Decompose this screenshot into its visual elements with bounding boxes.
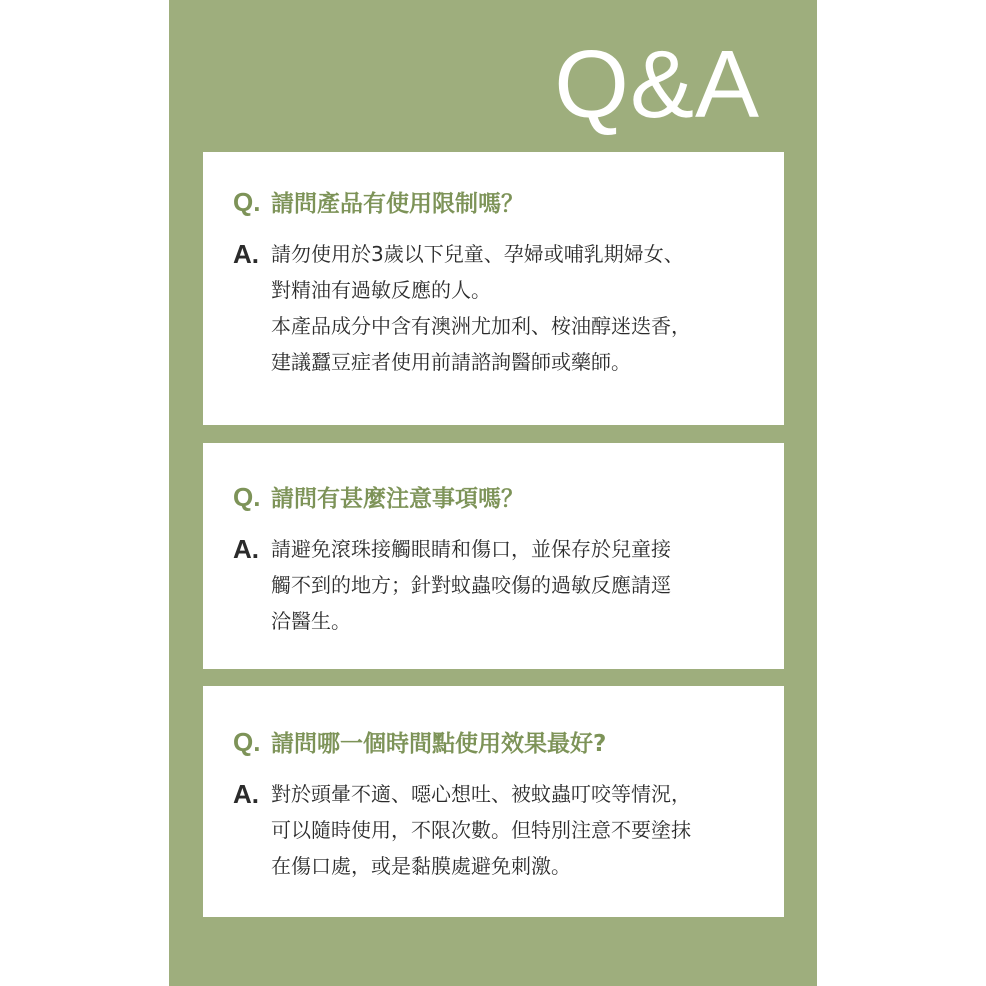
answer-line: 觸不到的地方；針對蚊蟲咬傷的過敏反應請逕 — [271, 573, 671, 597]
answer-line: 在傷口處，或是黏膜處避免刺激。 — [271, 854, 571, 878]
question-marker: Q. — [233, 187, 261, 217]
answer-row — [233, 776, 764, 884]
answer-line: 洽醫生。 — [271, 609, 351, 633]
question-marker: Q. — [233, 482, 261, 512]
answer-row — [233, 236, 764, 380]
answer-text — [271, 236, 691, 380]
answer-line: 請勿使用於3歲以下兒童、孕婦或哺乳期婦女、 — [271, 242, 684, 266]
answer-marker: A. — [233, 534, 259, 564]
answer-line: 對精油有過敏反應的人。 — [271, 278, 491, 302]
answer-line: 本產品成分中含有澳洲尤加利、桉油醇迷迭香， — [271, 314, 691, 338]
question-row — [233, 477, 764, 519]
qa-card — [203, 443, 784, 669]
question-text: 請問產品有使用限制嗎？ — [271, 191, 524, 217]
answer-marker: A. — [233, 779, 259, 809]
answer-line: 建議蠶豆症者使用前請諮詢醫師或藥師。 — [271, 350, 631, 374]
answer-text — [271, 776, 691, 884]
qa-card — [203, 152, 784, 425]
answer-marker: A. — [233, 239, 259, 269]
question-row — [233, 182, 764, 224]
question-marker: Q. — [233, 727, 261, 757]
page-title: Q&A — [554, 31, 760, 138]
question-row — [233, 722, 764, 764]
question-text: 請問有甚麼注意事項嗎？ — [271, 486, 524, 512]
question-text: 請問哪一個時間點使用效果最好? — [271, 731, 607, 757]
answer-line: 可以隨時使用，不限次數。但特別注意不要塗抹 — [271, 818, 691, 842]
answer-text — [271, 531, 671, 639]
answer-row — [233, 531, 764, 639]
answer-line: 請避免滾珠接觸眼睛和傷口，並保存於兒童接 — [271, 537, 671, 561]
answer-line: 對於頭暈不適、噁心想吐、被蚊蟲叮咬等情況， — [271, 782, 691, 806]
qa-card — [203, 686, 784, 917]
qa-panel — [169, 0, 817, 986]
